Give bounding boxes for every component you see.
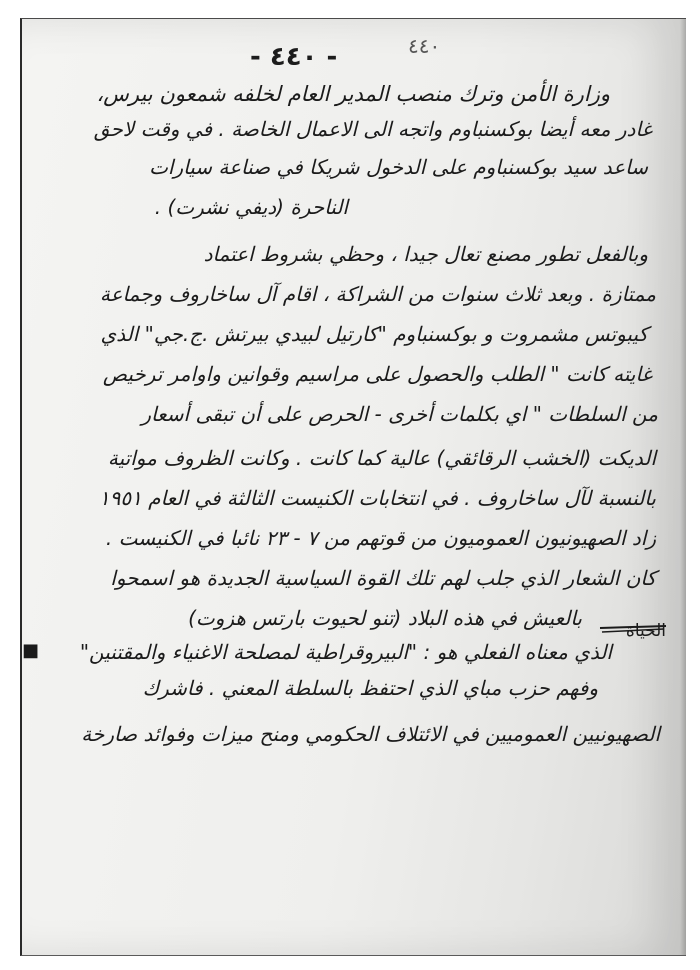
text-line: كان الشعار الذي جلب لهم تلك القوة السياسية الجديدة هو اسمحوا bbox=[110, 566, 656, 590]
margin-bullet-mark: ■ bbox=[22, 640, 40, 661]
text-line: بالنسبة لآل ساخاروف . في انتخابات الكنيست الثالثة في العام ١٩٥١ bbox=[98, 486, 656, 510]
text-line: الصهيونيين العموميين في الائتلاف الحكومي ومنح ميزات وفوائد صارخة bbox=[81, 722, 660, 746]
text-line: كيبوتس مشمروت و بوكسنباوم "كارتيل لبيدي بيرتش .ج.جي" الذي bbox=[100, 322, 648, 346]
text-line: زاد الصهيونيون العموميون من قوتهم من ٧ - ٢٣ نائبا في الكنيست . bbox=[105, 526, 656, 550]
text-line: بالعيش في هذه البلاد (تنو لحيوت بارتس هزوت) bbox=[188, 606, 582, 630]
text-line: وبالفعل تطور مصنع تعال جيدا ، وحظي بشروط اعتماد bbox=[203, 242, 648, 266]
text-line: الذي معناه الفعلي هو : "البيروقراطية لمصلحة الاغنياء والمقتنين" bbox=[79, 640, 612, 664]
text-line: ساعد سيد بوكسنباوم على الدخول شريكا في صناعة سيارات bbox=[149, 155, 648, 179]
pencil-page-number: ٤٤٠ bbox=[408, 34, 441, 58]
text-line: الديكت (الخشب الرقائقي) عالية كما كانت . وكانت الظروف مواتية bbox=[107, 446, 656, 470]
struck-word-scribble bbox=[598, 620, 668, 642]
page-number: - ٤٤٠ - bbox=[250, 42, 338, 72]
text-line: ممتازة . وبعد ثلاث سنوات من الشراكة ، اقام آل ساخاروف وجماعة bbox=[99, 282, 656, 306]
text-line: من السلطات " اي بكلمات أخرى - الحرص على أن تبقى أسعار bbox=[141, 402, 658, 426]
text-line: وزارة الأمن وترك منصب المدير العام لخلفه شمعون بيرس، bbox=[96, 82, 610, 106]
text-line: الناحرة (ديفي نشرت) . bbox=[154, 195, 348, 219]
struck-word: الحياة bbox=[625, 621, 666, 641]
text-line: غايته كانت " الطلب والحصول على مراسيم وقوانين واوامر ترخيص bbox=[102, 362, 652, 386]
text-line: وفهم حزب مباي الذي احتفظ بالسلطة المعني . فاشرك bbox=[142, 676, 598, 700]
text-line: غادر معه أيضا بوكسنباوم واتجه الى الاعمال الخاصة . في وقت لاحق bbox=[93, 117, 652, 141]
